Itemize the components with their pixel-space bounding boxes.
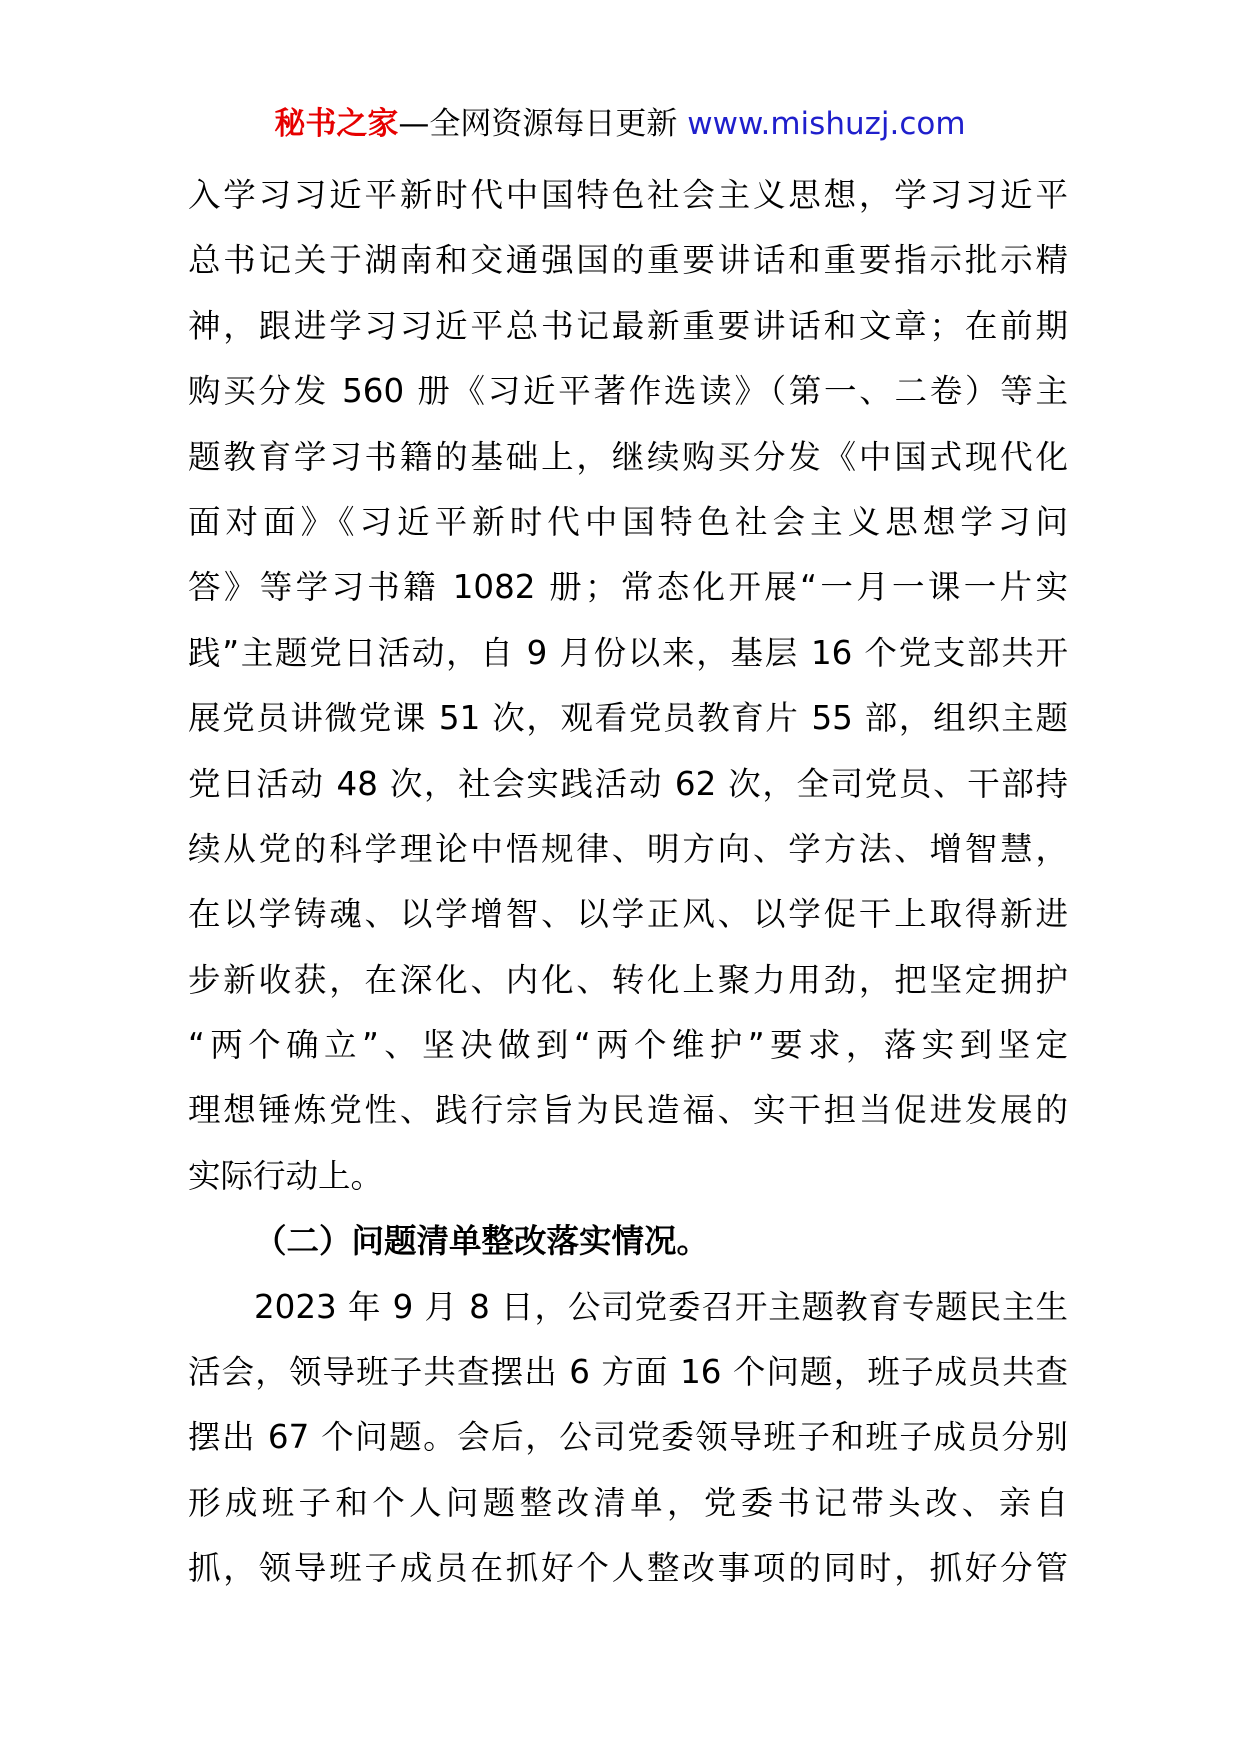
text-line: 续从党的科学理论中悟规律、明方向、学方法、增智慧， bbox=[188, 829, 1068, 868]
text-line: 展党员讲微党课 51 次，观看党员教育片 55 部，组织主题 bbox=[188, 699, 1068, 738]
text-line: 总书记关于湖南和交通强国的重要讲话和重要指示批示精 bbox=[188, 241, 1068, 280]
text-line: 形成班子和个人问题整改清单，党委书记带头改、亲自 bbox=[188, 1483, 1068, 1522]
text-line: 在以学铸魂、以学增智、以学正风、以学促干上取得新进 bbox=[188, 895, 1068, 934]
text-line: 神，跟进学习习近平总书记最新重要讲话和文章；在前期 bbox=[188, 306, 1068, 345]
text-line: 购买分发 560 册《习近平著作选读》（第一、二卷）等主 bbox=[188, 372, 1068, 411]
document-body bbox=[188, 163, 1068, 1602]
section-heading: （二）问题清单整改落实情况。 bbox=[254, 1222, 710, 1261]
brand-name: 秘书之家 bbox=[274, 106, 399, 142]
text-line: 践”主题党日活动，自 9 月份以来，基层 16 个党支部共开 bbox=[188, 633, 1068, 672]
text-line: 党日活动 48 次，社会实践活动 62 次，全司党员、干部持 bbox=[188, 764, 1068, 803]
text-line: 活会，领导班子共查摆出 6 方面 16 个问题，班子成员共查 bbox=[188, 1353, 1068, 1392]
text-line: 答》等学习书籍 1082 册；常态化开展“一月一课一片实 bbox=[188, 568, 1068, 607]
text-line: 摆出 67 个问题。会后，公司党委领导班子和班子成员分别 bbox=[188, 1418, 1068, 1457]
text-line: “两个确立”、坚决做到“两个维护”要求，落实到坚定 bbox=[188, 1026, 1068, 1065]
text-line: 题教育学习书籍的基础上，继续购买分发《中国式现代化 bbox=[188, 437, 1068, 476]
paragraph-end-line: 实际行动上。 bbox=[188, 1156, 384, 1195]
text-line: 理想锤炼党性、践行宗旨为民造福、实干担当促进发展的 bbox=[188, 1091, 1068, 1130]
text-line: 步新收获，在深化、内化、转化上聚力用劲，把坚定拥护 bbox=[188, 960, 1068, 999]
site-url-link[interactable]: www.mishuzj.com bbox=[687, 106, 966, 142]
paragraph-first-line: 2023 年 9 月 8 日，公司党委召开主题教育专题民主生 bbox=[254, 1287, 1068, 1326]
text-line: 抓，领导班子成员在抓好个人整改事项的同时，抓好分管 bbox=[188, 1549, 1068, 1588]
text-line: 入学习习近平新时代中国特色社会主义思想，学习习近平 bbox=[188, 176, 1068, 214]
text-line: 面对面》《习近平新时代中国特色社会主义思想学习问 bbox=[188, 502, 1068, 541]
header-tagline: —全网资源每日更新 bbox=[398, 106, 678, 142]
page-header bbox=[0, 101, 1240, 147]
